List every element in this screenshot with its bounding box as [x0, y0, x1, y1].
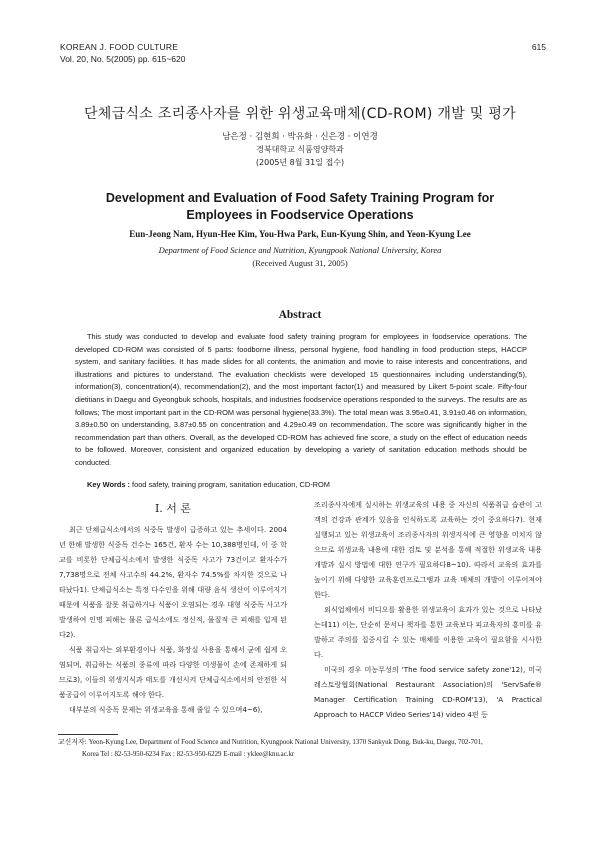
journal-volume: Vol. 20, No. 5(2005) pp. 615~620: [60, 54, 186, 64]
korean-affiliation: 경북대학교 식품영양학과: [256, 145, 344, 154]
section-heading-introduction: I. 서 론: [154, 502, 192, 515]
footnote-label: 교신저자:: [58, 738, 87, 746]
body-column-left: [59, 497, 287, 717]
korean-title: 단체급식소 조리종사자를 위한 위생교육매체(CD-ROM) 개발 및 평가: [83, 106, 517, 122]
keywords-label: Key Words :: [87, 480, 130, 489]
body-paragraph: 조리종사자에게 실시하는 위생교육의 내용 중 자신의 식품취급 습관이 고객의 건강과 관계가 있음을 인식하도록 교육하는 것이 중요하다7). 현재 실행되고 있는 위생교육이 조리종사자의 위생지식에 큰 영향을 미치지 않으므로 위생교육 내용에 대한 검토 및 분석을 통해 적절한 위생교육 내용 개발과 실시 방법에 대한 연구가 필요하다8~10). 따라서 교육의 효과를 높이기 위해 다양한 교육훈련프로그램과 교육 매체의 개발이 이루어져야 한다.: [314, 500, 542, 599]
english-affiliation: Department of Food Science and Nutrition, Kyungpook National University, Korea: [158, 245, 442, 255]
keywords-list: food safety, training program, sanitation education, CD-ROM: [129, 480, 330, 489]
body-paragraph: 외식업체에서 비디오를 활용한 위생교육이 효과가 있는 것으로 나타났는데11) 이는, 단순히 문서나 책자를 통한 교육보다 피교육자의 흥미를 유발하고 주의를 집중시킬 수 있는 매체를 이용한 교육이 필요함을 시사한다.: [314, 605, 542, 659]
journal-name: KOREAN J. FOOD CULTURE: [60, 42, 179, 52]
korean-authors: 남은정 · 김현희 · 박유화 · 신은경 · 이연경: [222, 132, 378, 142]
footnote-line-1: [58, 737, 548, 749]
footnote-divider: [58, 734, 118, 735]
english-received-date: (Received August 31, 2005): [252, 258, 348, 268]
english-title: [80, 190, 520, 224]
footnote-contact: Korea Tel : 82-53-950-6234 Fax : 82-53-950-6229 E-mail : yklee@knu.ac.kr: [82, 750, 295, 758]
body-paragraph: 식품 취급자는 외부환경이나 식품, 화장실 사용을 통해서 균에 쉽게 오염되며, 취급하는 식품의 종류에 따라 다양한 미생물이 손에 존재하게 되므로3), 이들의 위생지식과 태도를 개선시켜 단체급식소에서의 안전한 식품공급이 이루어지도록 해야 한다.: [59, 645, 287, 699]
english-authors: Eun-Jeong Nam, Hyun-Hee Kim, You-Hwa Park, Eun-Kyung Shin, and Yeon-Kyung Lee: [129, 229, 471, 239]
corresponding-author-footnote: [58, 737, 548, 760]
korean-received-date: (2005년 8월 31일 접수): [255, 158, 345, 167]
body-paragraph: 대부분의 식중독 문제는 위생교육을 통해 줄일 수 있으며4~6),: [69, 705, 263, 714]
abstract-heading: Abstract: [278, 309, 322, 321]
keywords: [87, 480, 527, 489]
english-title-line-1: Development and Evaluation of Food Safety Training Program for: [105, 191, 495, 205]
body-paragraph: 최근 단체급식소에서의 식중독 발생이 급증하고 있는 추세이다. 2004년 한해 발생한 식중독 건수는 165건, 환자 수는 10,388명인데, 이 중 학교를 비롯한 단체급식소에서 발생한 식중독 사고가 73건이고 환자수가 7,738명으로 전체 사고수의 44.2%, 환자수 74.5%를 차지한 것으로 나타났다1). 단체급식소는 특정 다수인을 위해 대량 음식 생산이 이루어지기 때문에 식품을 잘못 취급하거나 식품이 오염되는 경우 대형 식중독 사고가 발생하여 인명 피해는 물론 급식소에도 정신적, 물질적 큰 피해를 입게 된다2).: [59, 525, 287, 639]
footnote-address: Yeon-Kyung Lee, Department of Food Science and Nutrition, Kyungpook National University, 1370 Sankyuk Dong, Buk-ku, Daegu, 702-701,: [86, 739, 483, 746]
english-title-line-2: Employees in Foodservice Operations: [186, 208, 414, 222]
abstract-text: This study was conducted to develop and evaluate food safety training program for employees in foodservice operations. The developed CD-ROM was consisted of 5 parts: foodborne illness, personal hygiene, food handling in food production steps, HACCP system, and sanitary facilities. It has made slides for all contents, the animation and movie to raise interests and concentrations, and illustrations and pictures to understand. The evaluation checklists were developed 15 questionnaires including understanding(5), information(3), concentration(4), recommendation(2), and the most important factor(1) and measured by Likert 5-point scale. Fifty-four dietitians in Daegu and Gyeongbuk schools, hospitals, and industries foodservice operations responded to the surveys. The results are as follows; The most important part in the CD-ROM was personal hygiene(33.3%). The total mean was 3.95±0.41, 3.91±0.46 on information, 3.89±0.50 on understanding, 3.87±0.55 on concentration and 4.29±0.49 on recommendation. The score was significantly higher in the recommendation part than others. Overall, as the developed CD-ROM has achieved fine score, a study on the effect of education needs to be followed. Moreover, consistent and organized education by developing a variety of sanitation education methods should be conducted.: [75, 332, 527, 467]
body-column-right: [314, 497, 542, 722]
page-number: 615: [531, 42, 546, 52]
body-paragraph: 미국의 경우 미농무성의 'The food service safety zone'12), 미국레스토랑협회(National Restaurant Association)의 'ServSafe® Manager Certification Training CD-ROM'13), 'A Practical Approach to HACCP Video Series'14) video 4편 등: [314, 665, 542, 719]
